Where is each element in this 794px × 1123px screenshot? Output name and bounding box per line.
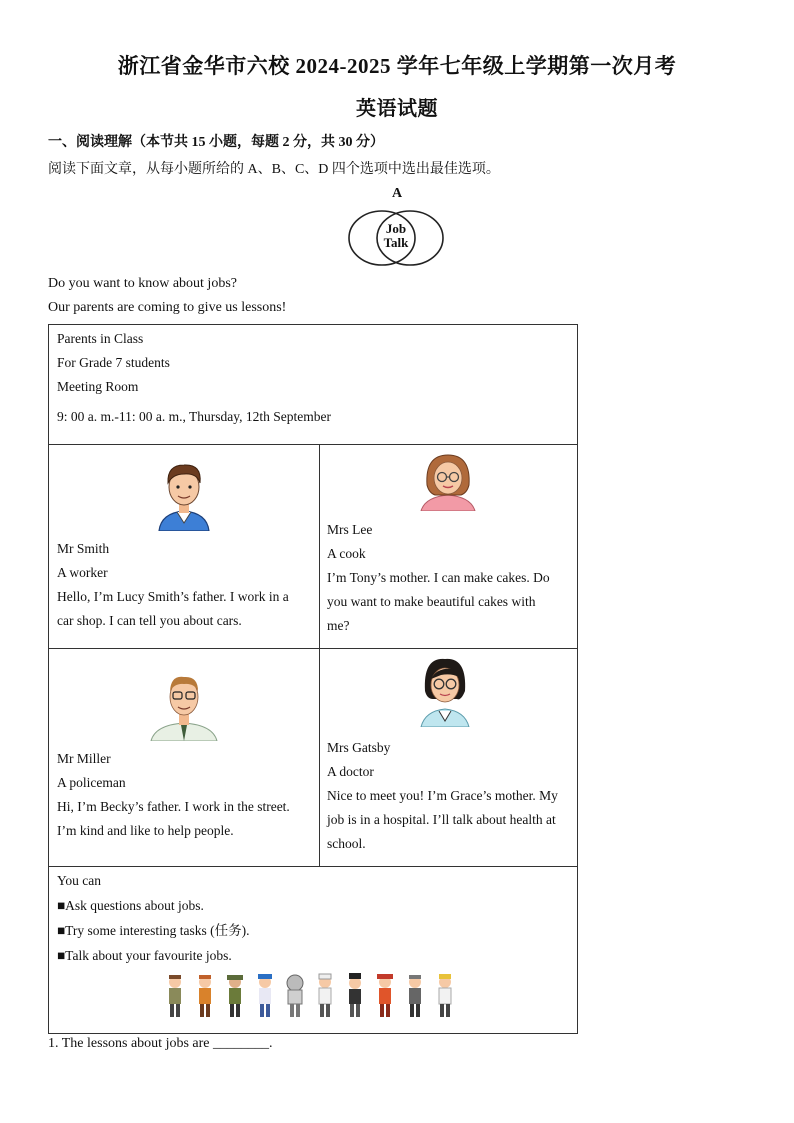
person-text-line: Nice to meet you! I’m Grace’s mother. My	[327, 788, 558, 803]
notice-line2: For Grade 7 students	[57, 355, 170, 370]
you-can-item: ■Ask questions about jobs.	[57, 898, 204, 913]
mrs-gatsby-avatar	[417, 655, 473, 732]
notice-line4: 9: 00 a. m.-11: 00 a. m., Thursday, 12th September	[57, 409, 331, 424]
figure-9	[409, 975, 421, 1017]
person-text-line: school.	[327, 836, 366, 851]
person-name: Mrs Lee	[327, 522, 373, 537]
page-subtitle: 英语试题	[356, 98, 438, 120]
section-instruction: 阅读下面文章，从每小题所给的 A、B、C、D 四个选项中选出最佳选项。	[48, 162, 500, 177]
intro-line1: Do you want to know about jobs?	[48, 276, 237, 291]
person-mrs-lee	[327, 518, 550, 638]
figure-6	[319, 974, 331, 1017]
passage-label: A	[392, 186, 403, 201]
person-mr-miller	[57, 747, 290, 843]
page-title: 浙江省金华市六校 2024-2025 学年七年级上学期第一次月考	[117, 54, 677, 78]
job-talk-logo	[346, 208, 446, 268]
logo-line1: Job	[385, 221, 407, 236]
person-name: Mr Miller	[57, 751, 111, 766]
section-heading: 一、阅读理解（本节共 15 小题，每题 2 分，共 30 分）	[48, 135, 384, 150]
person-text-line: car shop. I can tell you about cars.	[57, 613, 242, 628]
person-job: A cook	[327, 546, 366, 561]
figure-4	[258, 974, 272, 1017]
person-text-line: I’m kind and like to help people.	[57, 823, 234, 838]
person-mrs-gatsby	[327, 736, 558, 856]
mr-miller-avatar	[149, 669, 219, 746]
you-can-item: ■Try some interesting tasks (任务).	[57, 923, 250, 938]
person-job: A worker	[57, 565, 108, 580]
figure-8	[377, 974, 393, 1017]
figure-5	[287, 975, 303, 1017]
person-text-line: job is in a hospital. I’ll talk about health at	[327, 812, 556, 827]
person-name: Mrs Gatsby	[327, 740, 391, 755]
logo-line2: Talk	[383, 235, 409, 250]
question-1: 1. The lessons about jobs are ________.	[48, 1036, 273, 1051]
intro-line2: Our parents are coming to give us lessons!	[48, 300, 287, 315]
mr-smith-avatar	[153, 457, 215, 536]
you-can-block	[57, 868, 250, 968]
person-mr-smith	[57, 537, 289, 633]
notice-block	[57, 327, 331, 429]
figure-2	[199, 975, 211, 1017]
person-job: A doctor	[327, 764, 374, 779]
figure-1	[169, 975, 181, 1017]
you-can-item: ■Talk about your favourite jobs.	[57, 948, 232, 963]
person-text-line: me?	[327, 618, 350, 633]
occupation-figures-illustration	[163, 973, 463, 1024]
figure-7	[349, 973, 361, 1017]
person-text-line: Hi, I’m Becky’s father. I work in the street.	[57, 799, 290, 814]
notice-line3: Meeting Room	[57, 379, 139, 394]
person-name: Mr Smith	[57, 541, 110, 556]
you-can-title: You can	[57, 873, 102, 888]
person-text-line: Hello, I’m Lucy Smith’s father. I work in a	[57, 589, 289, 604]
figure-3	[227, 975, 243, 1017]
person-text-line: you want to make beautiful cakes with	[327, 594, 536, 609]
figure-10	[439, 974, 451, 1017]
person-job: A policeman	[57, 775, 126, 790]
mrs-lee-avatar	[417, 451, 479, 516]
jobs-table	[48, 324, 578, 1034]
person-text-line: I’m Tony’s mother. I can make cakes. Do	[327, 570, 550, 585]
notice-line1: Parents in Class	[57, 331, 144, 346]
